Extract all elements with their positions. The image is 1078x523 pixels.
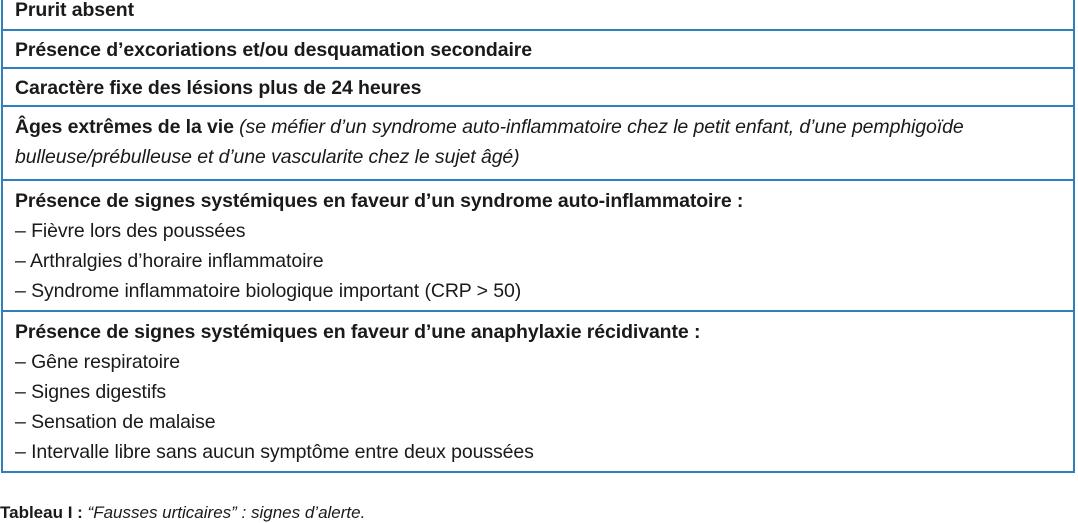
table-row [3, 105, 1073, 179]
criteria-table [1, 0, 1075, 473]
table-row [3, 67, 1073, 105]
list-item: – Intervalle libre sans aucun symptôme entre deux poussées [15, 441, 534, 463]
table-row [3, 0, 1073, 29]
caption-label: Tableau I : [0, 503, 83, 522]
list-item: – Gêne respiratoire [15, 351, 181, 373]
row-title: Présence d’excoriations et/ou desquamation secondaire [15, 39, 533, 61]
table-caption [0, 503, 365, 523]
row-title: Prurit absent [15, 0, 134, 21]
row-note: (se méfier d’un syndrome auto-inflammatoire chez le petit enfant, d’une pemphigoïde bulleuse/prébulleuse et d’une vascularite chez le sujet âgé) [15, 116, 964, 168]
row-title: Caractère fixe des lésions plus de 24 heures [15, 77, 422, 99]
row-title: Âges extrêmes de la vie [15, 116, 234, 138]
list-item: – Fièvre lors des poussées [15, 220, 246, 242]
list-item: – Syndrome inflammatoire biologique important (CRP > 50) [15, 280, 522, 302]
row-title: Présence de signes systémiques en faveur d’une anaphylaxie récidivante : [15, 321, 701, 343]
table-row [3, 29, 1073, 67]
table-row [3, 310, 1073, 471]
list-item: – Signes digestifs [15, 381, 167, 403]
table-row [3, 179, 1073, 310]
list-item: – Sensation de malaise [15, 411, 216, 433]
list-item: – Arthralgies d’horaire inflammatoire [15, 250, 324, 272]
row-title: Présence de signes systémiques en faveur d’un syndrome auto-inflammatoire : [15, 190, 744, 212]
caption-text: “Fausses urticaires” : signes d’alerte. [87, 503, 366, 522]
